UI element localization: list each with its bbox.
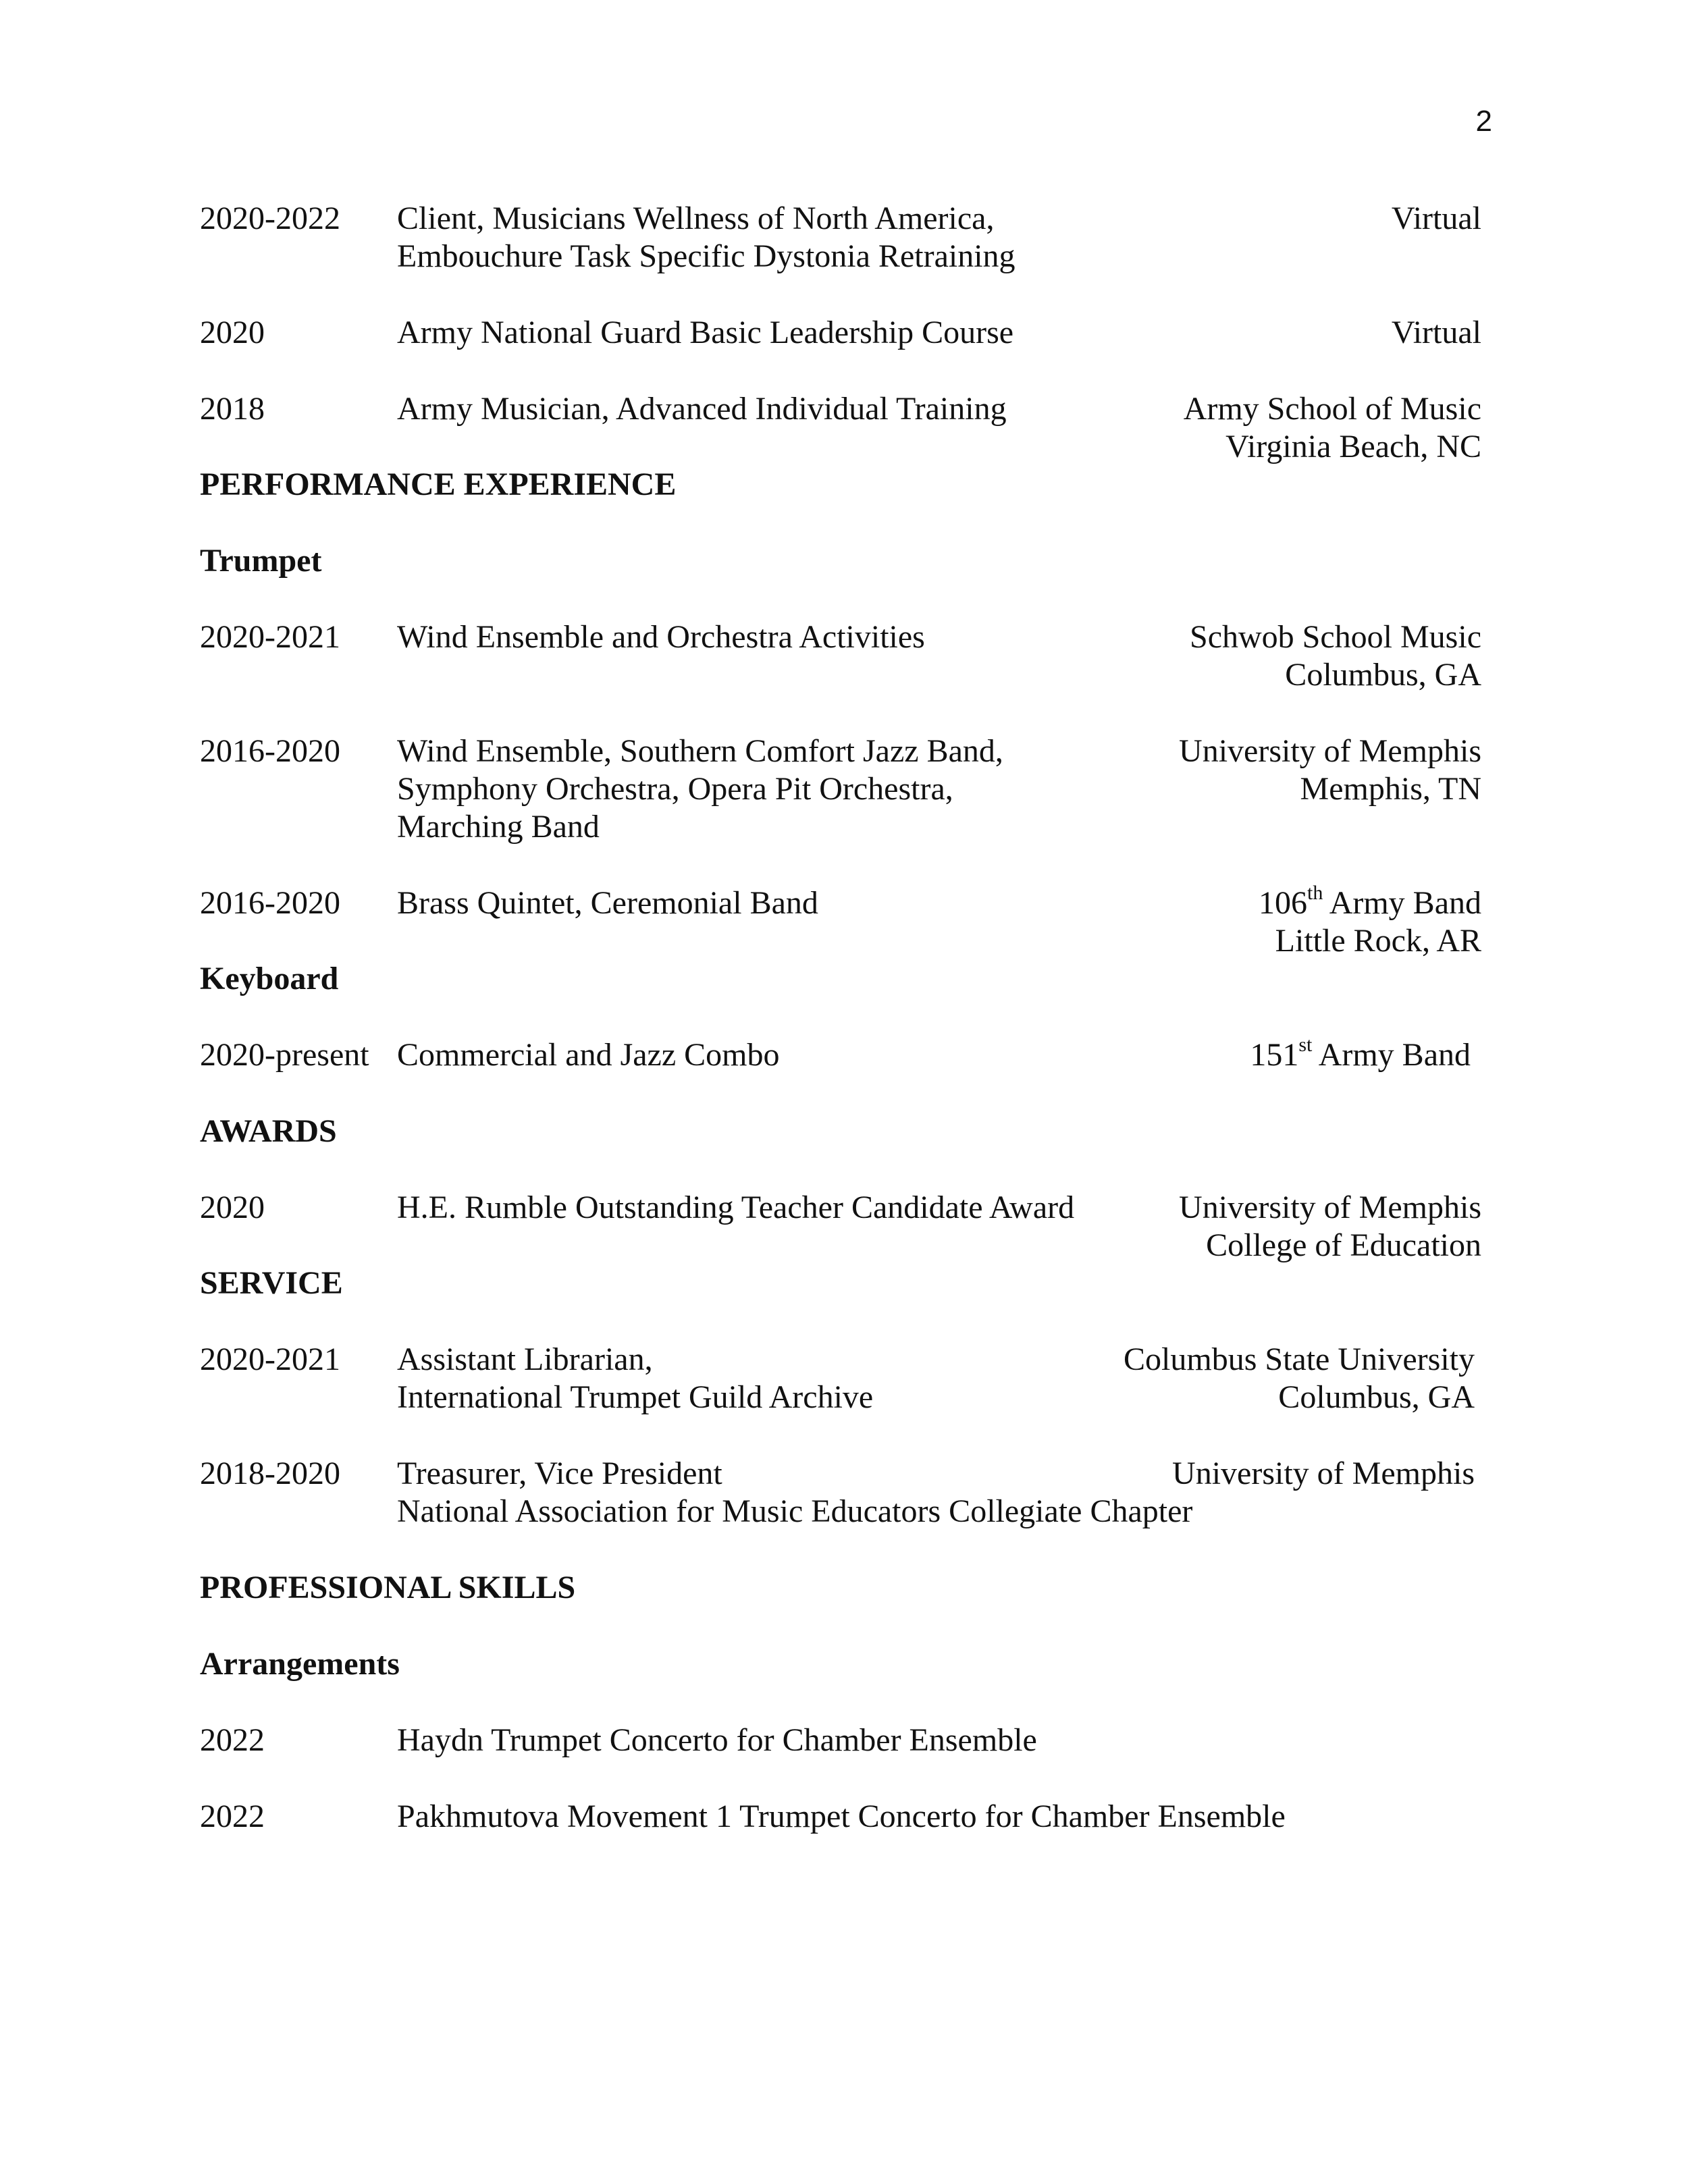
subheading-keyboard: Keyboard xyxy=(200,961,339,996)
entry-location: Virginia Beach, NC xyxy=(1225,429,1481,464)
entry-location: Columbus State University xyxy=(1124,1341,1475,1377)
ordinal-number: 151 xyxy=(1250,1037,1299,1073)
entry-location: Virtual xyxy=(1391,201,1481,236)
entry-location: Columbus, GA xyxy=(1278,1379,1475,1415)
entry-year: 2020-2021 xyxy=(200,1341,340,1377)
ordinal-suffix: th xyxy=(1307,882,1323,904)
entry-description: National Association for Music Educators Collegiate Chapter xyxy=(397,1493,1193,1529)
entry-location xyxy=(1259,884,1481,922)
entry-description: Brass Quintet, Ceremonial Band xyxy=(397,885,818,921)
entry-location: Memphis, TN xyxy=(1300,771,1481,807)
entry-description: Pakhmutova Movement 1 Trumpet Concerto for Chamber Ensemble xyxy=(397,1799,1286,1834)
location-name: Army Band xyxy=(1312,1037,1471,1073)
entry-location xyxy=(1250,1036,1471,1074)
entry-description: Treasurer, Vice President xyxy=(397,1456,722,1491)
entry-year: 2022 xyxy=(200,1722,265,1758)
entry-description: Army Musician, Advanced Individual Training xyxy=(397,391,1007,427)
entry-location: College of Education xyxy=(1206,1227,1481,1263)
entry-description: International Trumpet Guild Archive xyxy=(397,1379,874,1415)
entry-description: Symphony Orchestra, Opera Pit Orchestra, xyxy=(397,771,953,807)
entry-year: 2018 xyxy=(200,391,265,427)
entry-year: 2016-2020 xyxy=(200,885,340,921)
entry-location: University of Memphis xyxy=(1179,1190,1481,1225)
entry-description: Army National Guard Basic Leadership Course xyxy=(397,315,1014,350)
section-heading-awards: AWARDS xyxy=(200,1113,337,1149)
entry-year: 2020 xyxy=(200,1190,265,1225)
ordinal-number: 106 xyxy=(1259,885,1307,921)
location-name: Army Band xyxy=(1323,885,1481,921)
entry-description: Wind Ensemble, Southern Comfort Jazz Band, xyxy=(397,733,1003,769)
section-heading-service: SERVICE xyxy=(200,1265,343,1301)
entry-year: 2020 xyxy=(200,315,265,350)
subheading-trumpet: Trumpet xyxy=(200,543,322,579)
entry-description: Assistant Librarian, xyxy=(397,1341,653,1377)
entry-year: 2020-present xyxy=(200,1037,369,1073)
entry-year: 2016-2020 xyxy=(200,733,340,769)
section-heading-performance: PERFORMANCE EXPERIENCE xyxy=(200,467,677,502)
entry-description: Marching Band xyxy=(397,809,600,845)
entry-location: Little Rock, AR xyxy=(1275,923,1481,959)
section-heading-professional-skills: PROFESSIONAL SKILLS xyxy=(200,1570,576,1605)
entry-year: 2020-2021 xyxy=(200,619,340,655)
entry-location: University of Memphis xyxy=(1179,733,1481,769)
entry-description: H.E. Rumble Outstanding Teacher Candidate Award xyxy=(397,1190,1075,1225)
page-number: 2 xyxy=(1475,105,1492,138)
entry-location: University of Memphis xyxy=(1172,1456,1475,1491)
subheading-arrangements: Arrangements xyxy=(200,1646,400,1682)
entry-description: Haydn Trumpet Concerto for Chamber Ensemble xyxy=(397,1722,1037,1758)
entry-location: Virtual xyxy=(1391,315,1481,350)
entry-description: Embouchure Task Specific Dystonia Retraining xyxy=(397,238,1016,274)
entry-description: Commercial and Jazz Combo xyxy=(397,1037,780,1073)
entry-location: Columbus, GA xyxy=(1285,657,1481,693)
entry-year: 2018-2020 xyxy=(200,1456,340,1491)
entry-description: Client, Musicians Wellness of North America, xyxy=(397,201,995,236)
ordinal-suffix: st xyxy=(1298,1034,1313,1056)
entry-year: 2020-2022 xyxy=(200,201,340,236)
entry-year: 2022 xyxy=(200,1799,265,1834)
entry-location: Army School of Music xyxy=(1183,391,1481,427)
entry-description: Wind Ensemble and Orchestra Activities xyxy=(397,619,925,655)
entry-location: Schwob School Music xyxy=(1190,619,1481,655)
